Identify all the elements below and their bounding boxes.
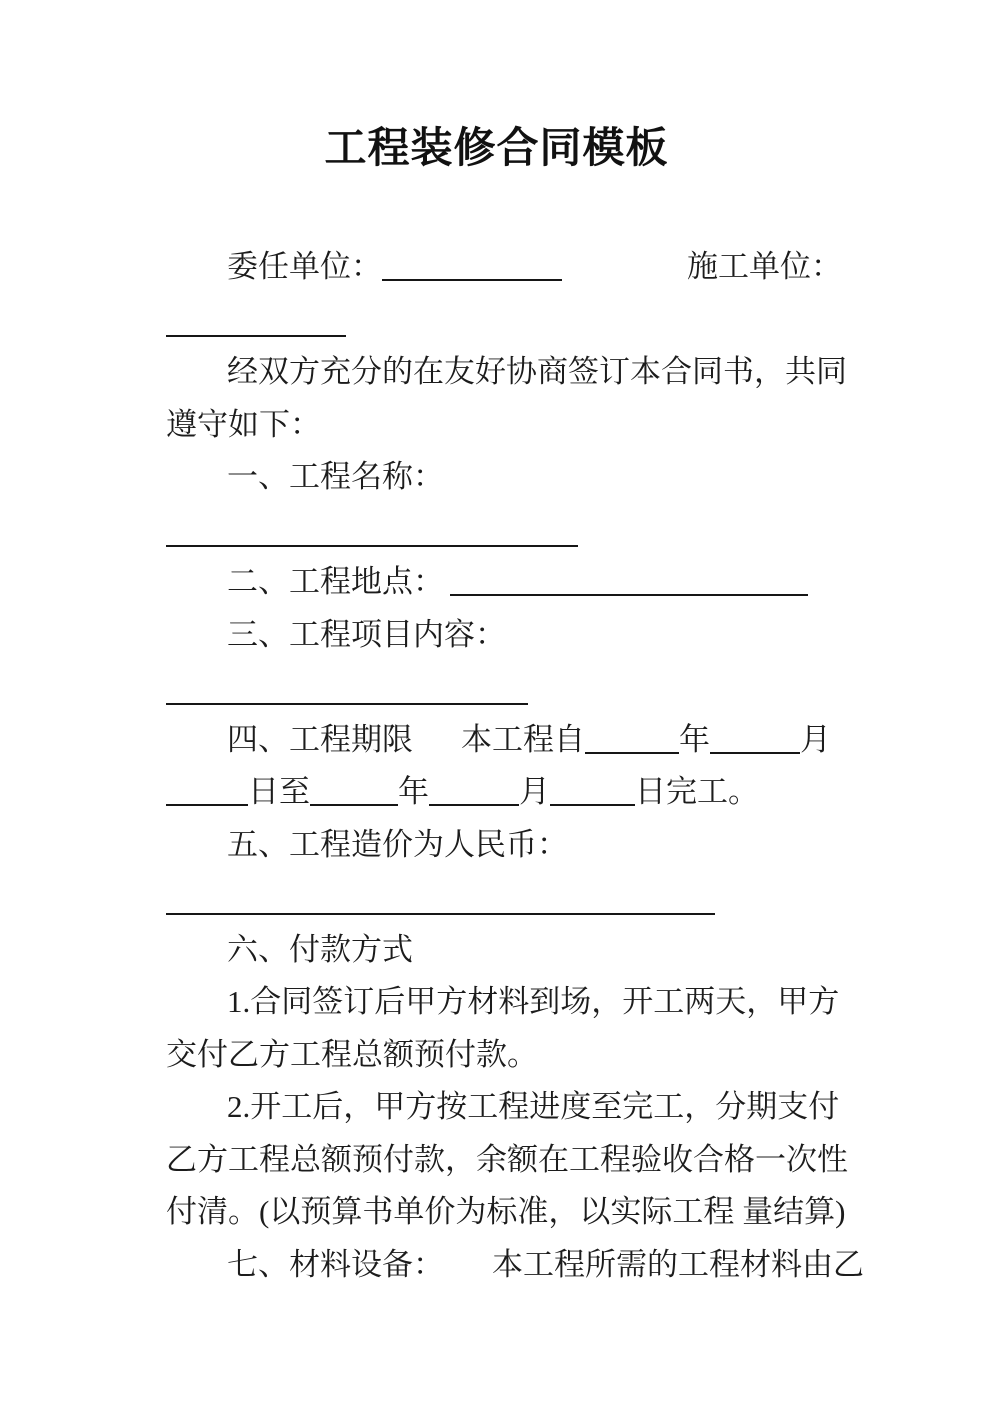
line-clause-5-blank: [166, 871, 850, 924]
line-intro-1: [166, 346, 850, 399]
line-clause-7-text: 七、材料设备：: [227, 1246, 444, 1282]
spacer: [562, 276, 687, 277]
line-clause-4a-text: 月: [800, 721, 831, 757]
line-clause-4a-blank-field: [585, 718, 679, 754]
line-clause-3-blank: [166, 661, 850, 714]
spacer: [166, 854, 227, 855]
line-clause-3-text: 三、工程项目内容：: [227, 616, 506, 652]
line-parties-text: 施工单位：: [687, 249, 842, 284]
line-clause-6-item1a-text: 1.合同签订后甲方材料到场，开工两天，甲方: [227, 984, 840, 1019]
line-clause-4b-text: 日至: [248, 774, 310, 809]
line-clause-5-text: 五、工程造价为人民币：: [227, 826, 568, 862]
spacer: [166, 381, 227, 382]
line-clause-5-blank-blank-field: [166, 913, 715, 915]
spacer: [166, 749, 227, 750]
line-clause-4b-text: 年: [398, 774, 429, 809]
line-clause-4b-text: 月: [519, 774, 550, 809]
line-clause-6-item1a: [166, 976, 850, 1029]
line-clause-6-item2a: [166, 1081, 850, 1134]
line-clause-4a-blank-field: [710, 718, 800, 754]
line-clause-6-item2c: [166, 1186, 850, 1239]
line-clause-7: [166, 1239, 864, 1292]
line-clause-1-blank-blank-field: [166, 545, 578, 547]
line-parties-text: 委任单位：: [227, 249, 382, 284]
line-clause-4b-blank-field: [550, 770, 635, 806]
line-clause-4b: [166, 766, 850, 819]
line-intro-1-text: 经双方充分的在友好协商签订本合同书，共同: [227, 354, 847, 389]
line-clause-6-item1b-text: 交付乙方工程总额预付款。: [166, 1036, 538, 1072]
spacer: [166, 276, 227, 277]
spacer: [413, 749, 461, 750]
line-clause-3: [166, 609, 850, 662]
spacer: [166, 959, 227, 960]
document-body: [166, 241, 864, 1291]
line-clause-6-text: 六、付款方式: [227, 931, 413, 967]
line-clause-4b-blank-field: [310, 770, 398, 806]
line-clause-6-item2b-text: 乙方工程总额预付款，余额在工程验收合格一次性: [166, 1141, 848, 1177]
line-clause-6-item2a-text: 2.开工后，甲方按工程进度至完工，分期支付: [227, 1089, 840, 1124]
line-clause-1-text: 一、工程名称：: [227, 459, 444, 494]
line-parties-blank-field: [382, 245, 562, 281]
line-clause-7-text: 本工程所需的工程材料由乙: [492, 1246, 864, 1282]
line-parties-blank-blank-field: [166, 335, 346, 337]
line-clause-4a-text: 本工程自: [461, 721, 585, 757]
line-clause-1-blank: [166, 504, 850, 557]
line-clause-6-item2b: [166, 1134, 850, 1187]
line-clause-6: [166, 924, 850, 977]
line-clause-6-item2c-text: 付清。(以预算书单价为标准，以实际工程 量结算): [166, 1194, 846, 1229]
line-clause-4b-blank-field: [166, 770, 248, 806]
line-clause-4a-text: 四、工程期限: [227, 721, 413, 757]
line-intro-2-text: 遵守如下：: [166, 406, 321, 442]
spacer: [166, 1011, 227, 1012]
page-title: 工程装修合同模板: [324, 124, 669, 171]
line-clause-4a: [166, 714, 850, 767]
spacer: [166, 1116, 227, 1117]
spacer: [166, 486, 227, 487]
line-clause-2-blank-field: [450, 560, 808, 596]
spacer: [166, 644, 227, 645]
line-parties: [166, 241, 850, 294]
line-clause-5: [166, 819, 850, 872]
line-clause-2-text: 二、工程地点：: [227, 564, 444, 599]
line-intro-2: [166, 399, 850, 452]
line-clause-3-blank-blank-field: [166, 703, 528, 705]
line-clause-4b-text: 日完工。: [635, 774, 759, 809]
spacer: [166, 591, 227, 592]
spacer: [444, 1274, 492, 1275]
line-clause-1: [166, 451, 850, 504]
line-clause-4a-text: 年: [679, 721, 710, 757]
line-clause-2: [166, 556, 850, 609]
line-clause-4b-blank-field: [429, 770, 519, 806]
line-parties-blank: [166, 294, 850, 347]
line-clause-6-item1b: [166, 1029, 850, 1082]
spacer: [166, 1274, 227, 1275]
